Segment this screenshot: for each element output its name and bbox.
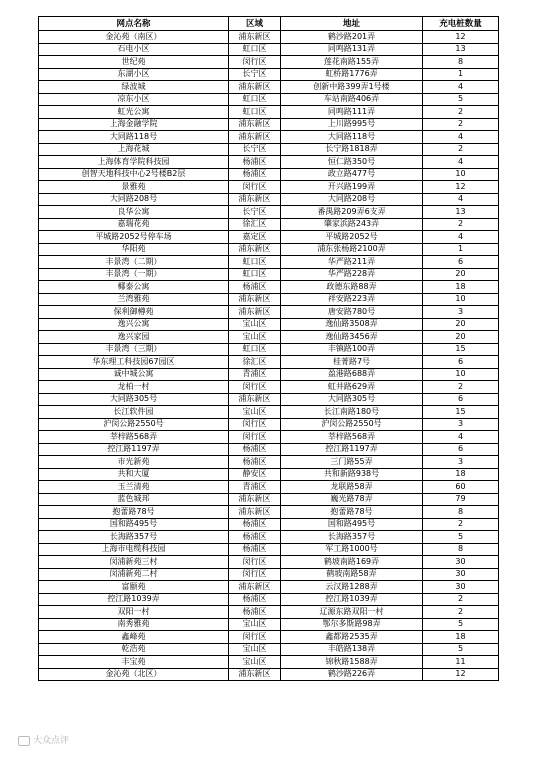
table-row	[39, 468, 499, 481]
cell-district: 宝山区	[229, 643, 281, 656]
cell-address: 逸仙路3456弄	[281, 331, 423, 344]
cell-count: 30	[423, 568, 499, 581]
table-row	[39, 381, 499, 394]
table-row	[39, 256, 499, 269]
cell-count: 4	[423, 156, 499, 169]
table-row	[39, 181, 499, 194]
cell-district: 浦东新区	[229, 668, 281, 681]
table-row	[39, 368, 499, 381]
cell-name: 金沁苑（南区）	[39, 31, 229, 44]
cell-address: 三门路55弄	[281, 456, 423, 469]
cell-name: 嘉瑞花苑	[39, 218, 229, 231]
cell-count: 13	[423, 43, 499, 56]
table-row	[39, 143, 499, 156]
table-row	[39, 481, 499, 494]
table-row	[39, 631, 499, 644]
watermark-logo-icon	[18, 736, 30, 746]
cell-address: 创新中路399弄1号楼	[281, 81, 423, 94]
cell-district: 虹口区	[229, 106, 281, 119]
cell-count: 30	[423, 581, 499, 594]
cell-address: 丰皓路138弄	[281, 643, 423, 656]
cell-address: 虹桥路1776弄	[281, 68, 423, 81]
cell-district: 宝山区	[229, 618, 281, 631]
cell-address: 长海路357号	[281, 531, 423, 544]
cell-district: 徐汇区	[229, 356, 281, 369]
cell-name: 平城路2052号停车场	[39, 231, 229, 244]
cell-name: 鑫峰苑	[39, 631, 229, 644]
cell-address: 同鸣路131弄	[281, 43, 423, 56]
cell-address: 华严路228弄	[281, 268, 423, 281]
cell-count: 10	[423, 168, 499, 181]
cell-name: 龙柏一村	[39, 381, 229, 394]
cell-count: 5	[423, 618, 499, 631]
charging-station-table	[38, 16, 499, 681]
cell-district: 闵行区	[229, 568, 281, 581]
cell-district: 闵行区	[229, 431, 281, 444]
cell-district: 闵行区	[229, 418, 281, 431]
cell-address: 鹤坡南路58弄	[281, 568, 423, 581]
cell-count: 2	[423, 218, 499, 231]
cell-name: 抱蕾路78号	[39, 506, 229, 519]
cell-address: 控江路1039弄	[281, 593, 423, 606]
cell-count: 3	[423, 456, 499, 469]
cell-count: 5	[423, 531, 499, 544]
cell-name: 国和路495号	[39, 518, 229, 531]
cell-name: 椰泰公寓	[39, 281, 229, 294]
table-row	[39, 31, 499, 44]
cell-count: 18	[423, 468, 499, 481]
table-row	[39, 668, 499, 681]
table-row	[39, 268, 499, 281]
cell-address: 唐安路780号	[281, 306, 423, 319]
cell-count: 2	[423, 593, 499, 606]
cell-district: 长宁区	[229, 206, 281, 219]
cell-district: 闵行区	[229, 56, 281, 69]
cell-district: 浦东新区	[229, 131, 281, 144]
cell-district: 青浦区	[229, 368, 281, 381]
cell-address: 鄂尔多斯路98弄	[281, 618, 423, 631]
table-row	[39, 318, 499, 331]
cell-address: 番禺路209弄6支弄	[281, 206, 423, 219]
table-row	[39, 131, 499, 144]
cell-address: 抱蕾路78号	[281, 506, 423, 519]
cell-count: 2	[423, 143, 499, 156]
cell-address: 桂菁路7号	[281, 356, 423, 369]
cell-name: 闵浦新苑二村	[39, 568, 229, 581]
cell-district: 青浦区	[229, 481, 281, 494]
cell-name: 凉东小区	[39, 93, 229, 106]
header-name: 网点名称	[39, 17, 229, 31]
cell-district: 浦东新区	[229, 581, 281, 594]
cell-address: 盈港路688弄	[281, 368, 423, 381]
table-row	[39, 656, 499, 669]
cell-name: 富颐苑	[39, 581, 229, 594]
cell-name: 丰景湾（一期）	[39, 268, 229, 281]
cell-count: 11	[423, 656, 499, 669]
table-row	[39, 643, 499, 656]
table-row	[39, 543, 499, 556]
cell-address: 逸仙路3508弄	[281, 318, 423, 331]
cell-count: 6	[423, 356, 499, 369]
cell-address: 云汉路1288弄	[281, 581, 423, 594]
cell-name: 闵浦新苑三村	[39, 556, 229, 569]
cell-address: 锦秋路1588弄	[281, 656, 423, 669]
cell-address: 沪闵公路2550号	[281, 418, 423, 431]
cell-name: 世纪苑	[39, 56, 229, 69]
cell-count: 2	[423, 518, 499, 531]
cell-address: 辽源东路双阳一村	[281, 606, 423, 619]
cell-count: 8	[423, 543, 499, 556]
cell-count: 5	[423, 93, 499, 106]
cell-address: 大同路118号	[281, 131, 423, 144]
table-row	[39, 43, 499, 56]
cell-name: 丰宝苑	[39, 656, 229, 669]
cell-name: 大同路118号	[39, 131, 229, 144]
cell-district: 杨浦区	[229, 593, 281, 606]
cell-address: 政德东路88弄	[281, 281, 423, 294]
cell-address: 车站南路406弄	[281, 93, 423, 106]
cell-address: 巍光路78弄	[281, 493, 423, 506]
cell-count: 18	[423, 631, 499, 644]
cell-name: 双阳一村	[39, 606, 229, 619]
table-row	[39, 606, 499, 619]
cell-count: 10	[423, 368, 499, 381]
cell-district: 长宁区	[229, 68, 281, 81]
cell-count: 5	[423, 643, 499, 656]
cell-address: 浦东张杨路2100弄	[281, 243, 423, 256]
cell-district: 宝山区	[229, 406, 281, 419]
cell-district: 杨浦区	[229, 281, 281, 294]
cell-count: 30	[423, 556, 499, 569]
cell-name: 诚中城公寓	[39, 368, 229, 381]
cell-name: 长江软件园	[39, 406, 229, 419]
table-row	[39, 618, 499, 631]
table-row	[39, 556, 499, 569]
cell-count: 20	[423, 318, 499, 331]
table-row	[39, 493, 499, 506]
table-row	[39, 356, 499, 369]
cell-address: 虹井路629弄	[281, 381, 423, 394]
table-row	[39, 418, 499, 431]
cell-address: 长江南路180号	[281, 406, 423, 419]
cell-count: 15	[423, 406, 499, 419]
table-row	[39, 193, 499, 206]
cell-count: 2	[423, 606, 499, 619]
cell-count: 8	[423, 56, 499, 69]
table-row	[39, 568, 499, 581]
cell-address: 恒仁路350号	[281, 156, 423, 169]
cell-district: 虹口区	[229, 256, 281, 269]
cell-district: 徐汇区	[229, 218, 281, 231]
cell-name: 沪闵公路2550号	[39, 418, 229, 431]
watermark	[18, 733, 69, 746]
watermark-text: 大众点评	[33, 736, 70, 746]
cell-address: 鹤坡南路169弄	[281, 556, 423, 569]
cell-district: 嘉定区	[229, 231, 281, 244]
table-row	[39, 531, 499, 544]
cell-district: 杨浦区	[229, 443, 281, 456]
cell-address: 莲花南路155弄	[281, 56, 423, 69]
cell-count: 10	[423, 293, 499, 306]
cell-address: 大同路305号	[281, 393, 423, 406]
table-row	[39, 81, 499, 94]
cell-count: 20	[423, 268, 499, 281]
cell-count: 13	[423, 206, 499, 219]
cell-count: 4	[423, 81, 499, 94]
cell-count: 2	[423, 381, 499, 394]
cell-district: 浦东新区	[229, 118, 281, 131]
cell-district: 杨浦区	[229, 168, 281, 181]
cell-count: 6	[423, 443, 499, 456]
cell-district: 静安区	[229, 468, 281, 481]
cell-address: 开兴路199弄	[281, 181, 423, 194]
cell-name: 玉兰清苑	[39, 481, 229, 494]
cell-name: 蓝色城邦	[39, 493, 229, 506]
cell-count: 60	[423, 481, 499, 494]
table-row	[39, 306, 499, 319]
cell-name: 景雅苑	[39, 181, 229, 194]
header-district: 区域	[229, 17, 281, 31]
cell-district: 宝山区	[229, 331, 281, 344]
cell-address: 肇家浜路243弄	[281, 218, 423, 231]
cell-name: 上海花城	[39, 143, 229, 156]
cell-name: 控江路1197弄	[39, 443, 229, 456]
cell-address: 军工路1000号	[281, 543, 423, 556]
cell-address: 共和新路938号	[281, 468, 423, 481]
cell-address: 华严路211弄	[281, 256, 423, 269]
cell-address: 龙联路58弄	[281, 481, 423, 494]
cell-district: 杨浦区	[229, 518, 281, 531]
cell-count: 4	[423, 231, 499, 244]
cell-count: 1	[423, 68, 499, 81]
cell-count: 4	[423, 431, 499, 444]
table-row	[39, 243, 499, 256]
cell-name: 南秀雅苑	[39, 618, 229, 631]
cell-count: 2	[423, 106, 499, 119]
cell-name: 兰湾雅苑	[39, 293, 229, 306]
cell-district: 宝山区	[229, 656, 281, 669]
table-row	[39, 431, 499, 444]
cell-name: 创智天地科技中心2号楼B2层	[39, 168, 229, 181]
cell-district: 闵行区	[229, 631, 281, 644]
table-row	[39, 506, 499, 519]
table-row	[39, 156, 499, 169]
cell-address: 控江路1197弄	[281, 443, 423, 456]
cell-address: 鹤沙路201弄	[281, 31, 423, 44]
cell-address: 丰镇路100弄	[281, 343, 423, 356]
cell-address: 长宁路1818弄	[281, 143, 423, 156]
cell-district: 浦东新区	[229, 493, 281, 506]
table-row	[39, 343, 499, 356]
cell-district: 闵行区	[229, 181, 281, 194]
cell-count: 4	[423, 131, 499, 144]
cell-address: 政立路477号	[281, 168, 423, 181]
table-row	[39, 93, 499, 106]
cell-count: 3	[423, 418, 499, 431]
cell-address: 鹤沙路226弄	[281, 668, 423, 681]
cell-district: 虹口区	[229, 43, 281, 56]
cell-name: 绿波城	[39, 81, 229, 94]
table-row	[39, 331, 499, 344]
header-count: 充电桩数量	[423, 17, 499, 31]
cell-name: 华东理工科技园67园区	[39, 356, 229, 369]
cell-name: 控江路1039弄	[39, 593, 229, 606]
cell-name: 共和大厦	[39, 468, 229, 481]
cell-count: 6	[423, 393, 499, 406]
cell-name: 逸兴家园	[39, 331, 229, 344]
table-row	[39, 581, 499, 594]
table-row	[39, 218, 499, 231]
cell-name: 乾浩苑	[39, 643, 229, 656]
table-row	[39, 231, 499, 244]
table-row	[39, 56, 499, 69]
cell-district: 杨浦区	[229, 531, 281, 544]
cell-name: 莘梓路568弄	[39, 431, 229, 444]
cell-district: 浦东新区	[229, 243, 281, 256]
table-row	[39, 518, 499, 531]
cell-name: 逸兴公寓	[39, 318, 229, 331]
cell-district: 虹口区	[229, 343, 281, 356]
table-row	[39, 443, 499, 456]
table-row	[39, 406, 499, 419]
table-row	[39, 118, 499, 131]
cell-address: 上川路995号	[281, 118, 423, 131]
table-row	[39, 281, 499, 294]
cell-name: 虹光公寓	[39, 106, 229, 119]
cell-count: 6	[423, 256, 499, 269]
cell-name: 市光新苑	[39, 456, 229, 469]
cell-count: 20	[423, 331, 499, 344]
table-row	[39, 206, 499, 219]
cell-name: 良华公寓	[39, 206, 229, 219]
table-header-row	[39, 17, 499, 31]
table-body	[39, 31, 499, 681]
cell-district: 浦东新区	[229, 306, 281, 319]
cell-district: 浦东新区	[229, 393, 281, 406]
cell-district: 闵行区	[229, 556, 281, 569]
cell-count: 4	[423, 193, 499, 206]
cell-district: 闵行区	[229, 381, 281, 394]
table-row	[39, 456, 499, 469]
cell-name: 大同路305号	[39, 393, 229, 406]
table-row	[39, 393, 499, 406]
cell-district: 浦东新区	[229, 193, 281, 206]
cell-count: 3	[423, 306, 499, 319]
cell-count: 18	[423, 281, 499, 294]
cell-district: 杨浦区	[229, 543, 281, 556]
cell-address: 鑫都路2535弄	[281, 631, 423, 644]
cell-address: 国和路495号	[281, 518, 423, 531]
cell-district: 杨浦区	[229, 156, 281, 169]
cell-count: 12	[423, 31, 499, 44]
cell-district: 浦东新区	[229, 506, 281, 519]
cell-district: 长宁区	[229, 143, 281, 156]
cell-count: 12	[423, 668, 499, 681]
cell-address: 莘梓路568弄	[281, 431, 423, 444]
cell-district: 宝山区	[229, 318, 281, 331]
cell-name: 石电小区	[39, 43, 229, 56]
cell-name: 丰景湾（三期）	[39, 343, 229, 356]
cell-district: 虹口区	[229, 93, 281, 106]
cell-count: 15	[423, 343, 499, 356]
table-row	[39, 106, 499, 119]
cell-address: 同鸣路111弄	[281, 106, 423, 119]
cell-address: 平城路2052号	[281, 231, 423, 244]
table-row	[39, 593, 499, 606]
table-row	[39, 168, 499, 181]
cell-name: 丰景湾（二期）	[39, 256, 229, 269]
cell-count: 79	[423, 493, 499, 506]
header-address: 地址	[281, 17, 423, 31]
cell-name: 华阳苑	[39, 243, 229, 256]
cell-count: 12	[423, 181, 499, 194]
cell-count: 1	[423, 243, 499, 256]
cell-name: 大同路208号	[39, 193, 229, 206]
cell-count: 2	[423, 118, 499, 131]
cell-name: 上海市电缆科技园	[39, 543, 229, 556]
cell-count: 8	[423, 506, 499, 519]
cell-name: 长海路357号	[39, 531, 229, 544]
cell-name: 保利御樽苑	[39, 306, 229, 319]
table-row	[39, 293, 499, 306]
cell-name: 东湖小区	[39, 68, 229, 81]
cell-district: 浦东新区	[229, 81, 281, 94]
cell-district: 杨浦区	[229, 606, 281, 619]
cell-district: 虹口区	[229, 268, 281, 281]
cell-name: 金沁苑（北区）	[39, 668, 229, 681]
cell-address: 祥安路223弄	[281, 293, 423, 306]
cell-district: 浦东新区	[229, 293, 281, 306]
cell-name: 上海金融学院	[39, 118, 229, 131]
cell-district: 浦东新区	[229, 31, 281, 44]
cell-district: 杨浦区	[229, 456, 281, 469]
cell-name: 上海体育学院科技园	[39, 156, 229, 169]
table-row	[39, 68, 499, 81]
cell-address: 大同路208号	[281, 193, 423, 206]
